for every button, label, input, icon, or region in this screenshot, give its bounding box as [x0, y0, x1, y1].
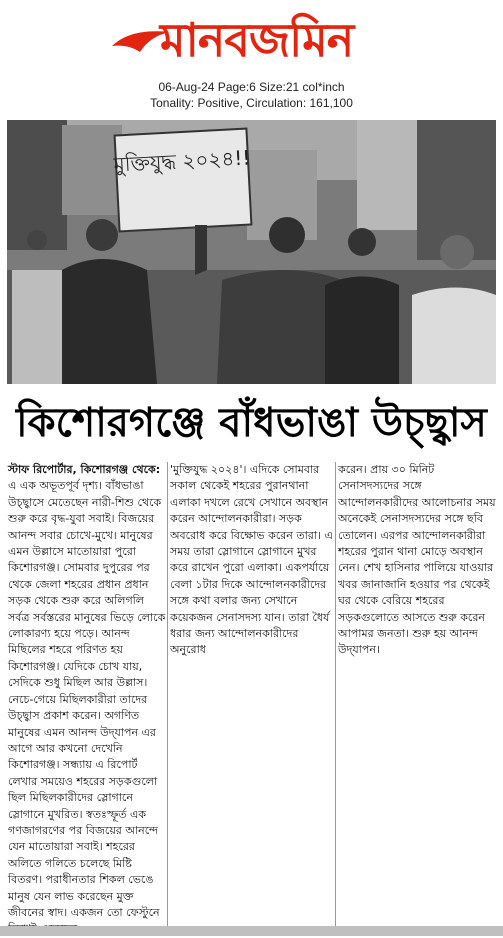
news-photo [7, 120, 496, 384]
crowd-photo-illustration [7, 120, 496, 384]
column-divider [167, 462, 168, 927]
protest-placard [112, 129, 251, 232]
newspaper-logo: মানবজমিন [160, 13, 354, 67]
article-headline: কিশোরগঞ্জে বাঁধভাঙা উচ্ছ্বাস [16, 399, 487, 446]
article-byline: স্টাফ রিপোর্টার, কিশোরগঞ্জ থেকে: [8, 463, 161, 476]
article-column-2: 'মুক্তিযুদ্ধ ২০২৪'। এদিকে সোমবার সকাল থেকেই শহরের পুরানথানা এলাকা দখলে রেখে সেখানে অবস্থান করেন আন্দোলনকারীরা। সড়ক অবরোধ করে বিক্ষোভ করেন তারা। এ সময় তারা স্লোগানে স্লোগানে মুখর করে রাখেন পুরো এলাকা। একপর্যায়ে বেলা ১টার দিকে আন্দোলনকারীদের সঙ্গে কথা বলার জন্য সেখানে কয়েকজন সেনাসদস্য যান। তারা ধৈর্য ধরার জন্য আন্দোলনকারীদের অনুরোধ [170, 463, 333, 657]
article-column-3: করেন। প্রায় ৩০ মিনিট সেনাসদস্যদের সঙ্গে আন্দোলনকারীদের আলোচনার সময় অনেকেই সেনাসদস্যদের সঙ্গে ছবি তোলেন। এরপর আন্দোলনকারীরা শহরের পুরান থানা মোড়ে অবস্থান নেন। শেখ হাসিনার পালিয়ে যাওয়ার খবর জানাজানি হওয়ার পর থেকেই ঘর থেকে বেরিয়ে শহরের সড়কগুলোতে আসতে শুরু করেন আপামর জনতা। শুরু হয় আনন্দ উদ্‌যাপন। [338, 463, 496, 657]
clipping-meta-date: 06-Aug-24 Page:6 Size:21 col*inch [158, 80, 345, 94]
placard-text: মুক্তিযুদ্ধ ২০২৪!! [113, 145, 251, 177]
page-bottom-bar [0, 926, 503, 936]
article-column-1-text: এ এক অভূতপূর্ব দৃশ্য। বাঁধভাঙা উচ্ছ্বাসে মেতেছেন নারী-শিশু থেকে শুরু করে বৃদ্ধ-যুবা সবাই। বিজয়ের আনন্দ সবার চোখে-মুখে। মানুষের এমন উল্লাসে মাতোয়ারা পুরো কিশোরগঞ্জ। সোমবার দুপুরের পর থেকে জেলা শহরের প্রধান প্রধান সড়ক থেকে শুরু করে অলিগলি সর্বত্র সর্বস্তরের মানুষের ভিড়ে লোকে লোকারণ্য হয়ে পড়ে। আনন্দ মিছিলের শহরে পরিণত হয় কিশোরগঞ্জ। যেদিকে চোখ যায়, সেদিকে শুধু মিছিল আর উল্লাস। নেচে-গেয়ে মিছিলকারীরা তাদের উচ্ছ্বাস প্রকাশ করেন। অগণিত মানুষের এমন আনন্দ উদ্‌যাপন এর আগে আর কখনো দেখেনি কিশোরগঞ্জ। সন্ধ্যায় এ রিপোর্ট লেখার সময়েও শহরের সড়কগুলো ছিল মিছিলকারীদের স্লোগানে স্লোগানে মুখরিত। স্বতঃস্ফূর্ত এক গণজাগরণের পর বিজয়ের আনন্দে যেন মাতোয়ারা সবাই। শহরের অলিতে গলিতে চলেছে মিষ্টি বিতরণ। পরাধীনতার শিকল ভেঙে মানুষ যেন লাভ করেছেন মুক্ত জীবনের স্বাদ। একজন তো ফেস্টুনে [8, 479, 166, 919]
article-column-1 [8, 462, 166, 938]
clipping-meta-tonality: Tonality: Positive, Circulation: 161,100 [150, 96, 353, 110]
column-divider [335, 462, 336, 927]
masthead [110, 8, 410, 78]
